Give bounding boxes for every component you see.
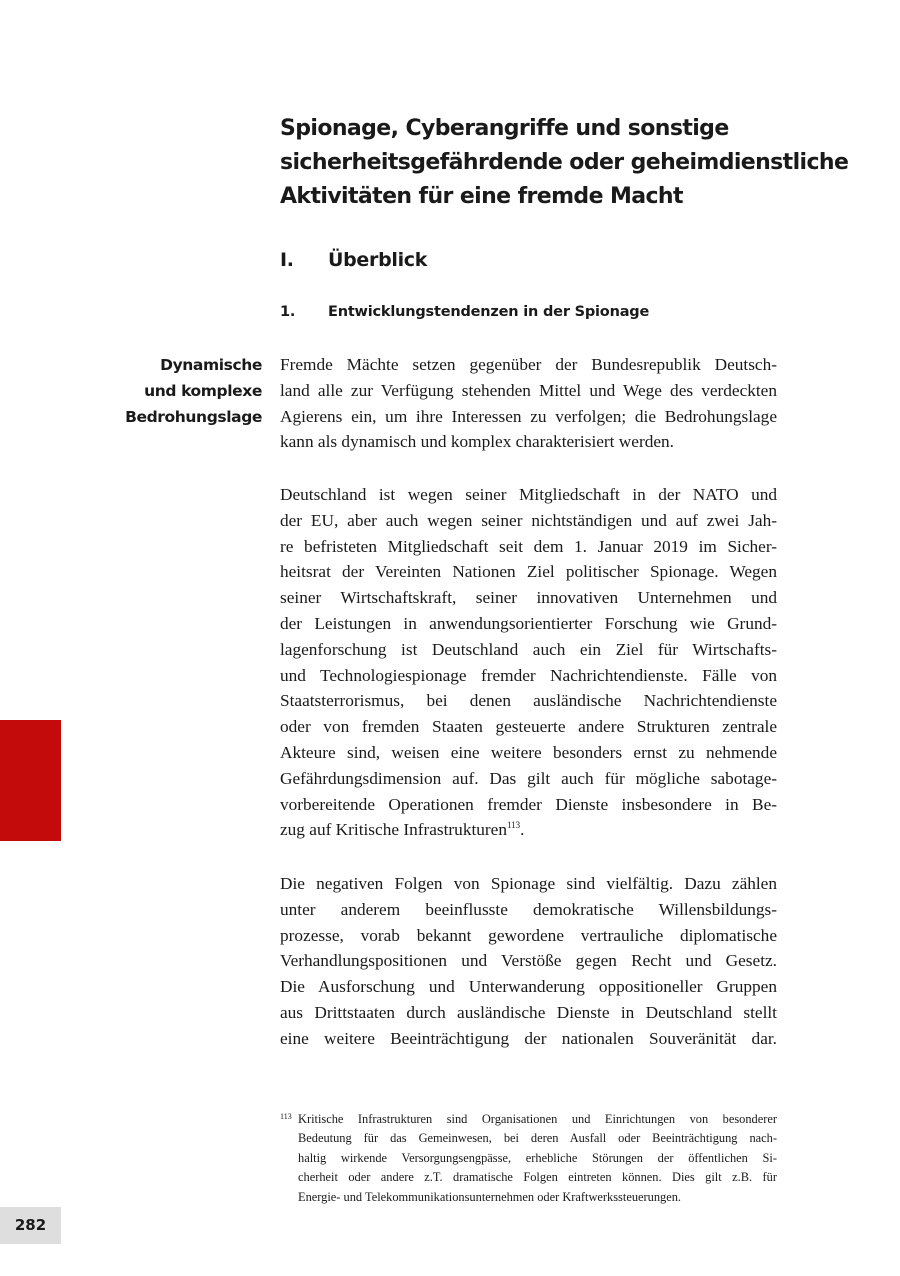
paragraph-3 bbox=[280, 871, 777, 1052]
paragraph-2 bbox=[280, 482, 777, 843]
paragraph-line: Akteure sind, weisen eine weitere besonders ernst zu nehmende bbox=[280, 742, 777, 762]
paragraph-end-punctuation: . bbox=[520, 820, 525, 840]
paragraph-line: re befristeten Mitgliedschaft seit dem 1. Januar 2019 im Sicher- bbox=[280, 536, 777, 556]
chapter-title-line: sicherheitsgefährdende oder geheimdienstliche bbox=[280, 150, 849, 175]
footnote-line: Bedeutung für das Gemeinwesen, bei deren Ausfall oder Beeinträchtigung nach- bbox=[298, 1131, 777, 1146]
chapter-title-line: Spionage, Cyberangriffe und sonstige bbox=[280, 116, 729, 141]
paragraph-line: Staatsterrorismus, bei denen ausländische Nachrichtendienste bbox=[280, 691, 777, 711]
paragraph-line: Agierens ein, um ihre Interessen zu verfolgen; die Bedrohungslage bbox=[280, 406, 777, 426]
paragraph-line-text: zug auf Kritische Infrastrukturen bbox=[280, 820, 507, 840]
chapter-title bbox=[280, 112, 849, 214]
paragraph-line: vorbereitende Operationen fremder Dienste insbesondere in Be- bbox=[280, 794, 777, 814]
paragraph-last-line bbox=[280, 817, 777, 843]
paragraph-line: heitsrat der Vereinten Nationen Ziel politischer Spionage. Wegen bbox=[280, 562, 777, 582]
paragraph-line: land alle zur Verfügung stehenden Mittel und Wege des verdeckten bbox=[280, 380, 777, 400]
footnote-line: haltig wirkende Versorgungsengpässe, erhebliche Störungen der öffentlichen Si- bbox=[298, 1150, 777, 1165]
chapter-title-line: Aktivitäten für eine fremde Macht bbox=[280, 184, 683, 209]
margin-note-line: Bedrohungslage bbox=[125, 408, 262, 426]
footnote-reference[interactable]: 113 bbox=[506, 820, 521, 831]
footnote-text bbox=[298, 1110, 777, 1207]
paragraph-1 bbox=[280, 352, 777, 455]
footnote-number: 113 bbox=[280, 1112, 292, 1121]
paragraph-line: seiner Wirtschaftskraft, seiner innovativen Unternehmen und bbox=[280, 588, 777, 608]
footnote-line: Kritische Infrastrukturen sind Organisationen und Einrichtungen von besonderer bbox=[298, 1112, 777, 1126]
paragraph-line: aus Drittstaaten durch ausländische Dienste in Deutschland stellt bbox=[280, 1002, 777, 1022]
subsection-number: 1. bbox=[280, 304, 296, 320]
paragraph-line: lagenforschung ist Deutschland auch ein Ziel für Wirtschafts- bbox=[280, 639, 777, 659]
margin-note-line: und komplexe bbox=[144, 382, 262, 400]
chapter-color-tab bbox=[0, 720, 61, 841]
paragraph-line: unter anderem beeinflusste demokratische Willensbildungs- bbox=[280, 899, 777, 919]
paragraph-line: eine weitere Beeinträchtigung der nationalen Souveränität dar. bbox=[280, 1028, 777, 1048]
footnote-line: cherheit oder andere z.T. dramatische Folgen eintreten können. Dies gilt z.B. für bbox=[298, 1170, 777, 1185]
paragraph-line: Gefährdungsdimension auf. Das gilt auch für mögliche sabotage- bbox=[280, 768, 777, 788]
paragraph-line: Verhandlungspositionen und Verstöße gegen Recht und Gesetz. bbox=[280, 951, 777, 971]
paragraph-line: Fremde Mächte setzen gegenüber der Bundesrepublik Deutsch- bbox=[280, 355, 777, 374]
margin-note-line: Dynamische bbox=[160, 356, 262, 374]
paragraph-line: der EU, aber auch wegen seiner nichtständigen und auf zwei Jah- bbox=[280, 510, 777, 530]
paragraph-line: kann als dynamisch und komplex charakterisiert werden. bbox=[280, 432, 674, 452]
section-title: Überblick bbox=[328, 249, 428, 271]
section-number: I. bbox=[280, 249, 294, 271]
paragraph-line: oder von fremden Staaten gesteuerte andere Strukturen zentrale bbox=[280, 717, 777, 737]
subsection-title: Entwicklungstendenzen in der Spionage bbox=[328, 304, 650, 320]
footnote-line: Energie- und Telekommunikationsunternehmen oder Kraftwerkssteuerungen. bbox=[298, 1189, 682, 1204]
margin-note bbox=[102, 352, 262, 430]
paragraph-line: Die negativen Folgen von Spionage sind vielfältig. Dazu zählen bbox=[280, 874, 777, 893]
page-number: 282 bbox=[0, 1207, 61, 1244]
paragraph-line: und Technologiespionage fremder Nachrichtendienste. Fälle von bbox=[280, 665, 777, 685]
paragraph-line: prozesse, vorab bekannt gewordene vertrauliche diplomatische bbox=[280, 925, 777, 945]
paragraph-line: Die Ausforschung und Unterwanderung oppositioneller Gruppen bbox=[280, 977, 777, 997]
paragraph-line: Deutschland ist wegen seiner Mitgliedschaft in der NATO und bbox=[280, 485, 777, 504]
paragraph-line: der Leistungen in anwendungsorientierter Forschung wie Grund- bbox=[280, 613, 777, 633]
